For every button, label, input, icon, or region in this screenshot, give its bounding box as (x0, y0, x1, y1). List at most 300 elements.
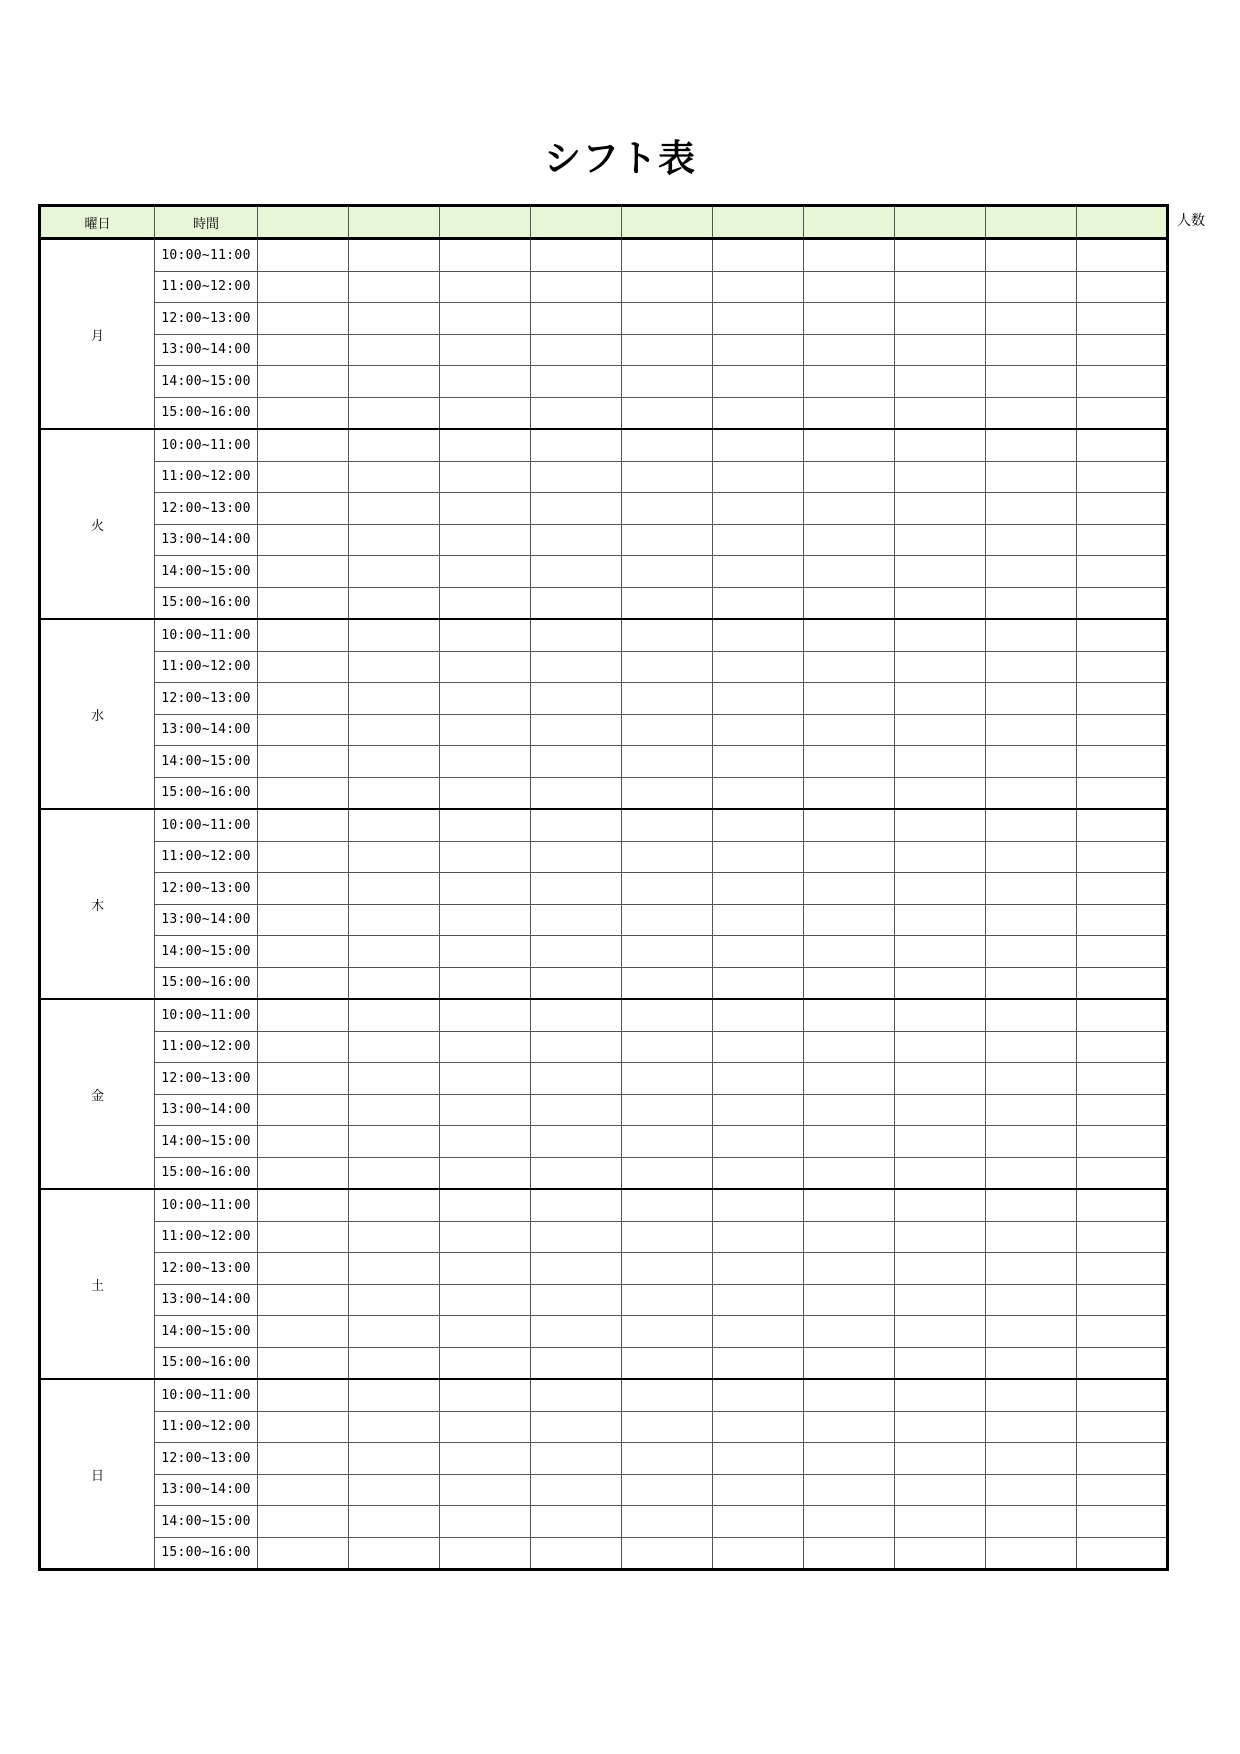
shift-cell[interactable] (440, 1253, 531, 1285)
shift-cell[interactable] (804, 366, 895, 398)
shift-cell[interactable] (349, 1537, 440, 1570)
shift-cell[interactable] (258, 429, 349, 461)
shift-cell[interactable] (1077, 1063, 1168, 1095)
shift-cell[interactable] (713, 777, 804, 809)
shift-cell[interactable] (349, 1316, 440, 1348)
shift-cell[interactable] (895, 809, 986, 841)
shift-cell[interactable] (440, 1094, 531, 1126)
shift-cell[interactable] (895, 746, 986, 778)
shift-cell[interactable] (1077, 587, 1168, 619)
shift-cell[interactable] (349, 714, 440, 746)
shift-cell[interactable] (1077, 936, 1168, 968)
shift-cell[interactable] (713, 1221, 804, 1253)
shift-cell[interactable] (895, 334, 986, 366)
shift-cell[interactable] (986, 1253, 1077, 1285)
staff-column-header[interactable] (349, 206, 440, 239)
shift-cell[interactable] (440, 1474, 531, 1506)
shift-cell[interactable] (622, 1094, 713, 1126)
shift-cell[interactable] (804, 1157, 895, 1189)
shift-cell[interactable] (804, 271, 895, 303)
shift-cell[interactable] (713, 619, 804, 651)
shift-cell[interactable] (804, 999, 895, 1031)
shift-cell[interactable] (895, 714, 986, 746)
shift-cell[interactable] (531, 556, 622, 588)
shift-cell[interactable] (622, 1031, 713, 1063)
shift-cell[interactable] (531, 1537, 622, 1570)
shift-cell[interactable] (1077, 303, 1168, 335)
shift-cell[interactable] (531, 1031, 622, 1063)
shift-cell[interactable] (713, 1506, 804, 1538)
shift-cell[interactable] (804, 936, 895, 968)
shift-cell[interactable] (349, 1284, 440, 1316)
shift-cell[interactable] (531, 1094, 622, 1126)
shift-cell[interactable] (986, 1031, 1077, 1063)
shift-cell[interactable] (622, 1063, 713, 1095)
shift-cell[interactable] (986, 967, 1077, 999)
shift-cell[interactable] (531, 967, 622, 999)
shift-cell[interactable] (986, 1347, 1077, 1379)
shift-cell[interactable] (1077, 493, 1168, 525)
shift-cell[interactable] (440, 651, 531, 683)
shift-cell[interactable] (713, 873, 804, 905)
shift-cell[interactable] (804, 651, 895, 683)
shift-cell[interactable] (531, 1189, 622, 1221)
shift-cell[interactable] (349, 556, 440, 588)
shift-cell[interactable] (349, 334, 440, 366)
shift-cell[interactable] (1077, 904, 1168, 936)
shift-cell[interactable] (531, 524, 622, 556)
shift-cell[interactable] (895, 493, 986, 525)
shift-cell[interactable] (531, 334, 622, 366)
shift-cell[interactable] (895, 1316, 986, 1348)
shift-cell[interactable] (895, 556, 986, 588)
shift-cell[interactable] (1077, 777, 1168, 809)
shift-cell[interactable] (440, 556, 531, 588)
shift-cell[interactable] (440, 1506, 531, 1538)
shift-cell[interactable] (531, 1284, 622, 1316)
shift-cell[interactable] (349, 397, 440, 429)
shift-cell[interactable] (1077, 461, 1168, 493)
shift-cell[interactable] (895, 1157, 986, 1189)
shift-cell[interactable] (622, 366, 713, 398)
shift-cell[interactable] (440, 1189, 531, 1221)
shift-cell[interactable] (986, 271, 1077, 303)
shift-cell[interactable] (895, 1284, 986, 1316)
shift-cell[interactable] (258, 524, 349, 556)
shift-cell[interactable] (895, 1443, 986, 1475)
shift-cell[interactable] (349, 239, 440, 272)
shift-cell[interactable] (895, 1411, 986, 1443)
shift-cell[interactable] (622, 683, 713, 715)
shift-cell[interactable] (713, 999, 804, 1031)
shift-cell[interactable] (531, 587, 622, 619)
shift-cell[interactable] (622, 493, 713, 525)
shift-cell[interactable] (986, 873, 1077, 905)
shift-cell[interactable] (986, 1443, 1077, 1475)
shift-cell[interactable] (622, 651, 713, 683)
shift-cell[interactable] (622, 936, 713, 968)
shift-cell[interactable] (804, 1126, 895, 1158)
shift-cell[interactable] (531, 1157, 622, 1189)
shift-cell[interactable] (895, 239, 986, 272)
shift-cell[interactable] (440, 714, 531, 746)
shift-cell[interactable] (258, 1347, 349, 1379)
shift-cell[interactable] (258, 619, 349, 651)
shift-cell[interactable] (622, 1189, 713, 1221)
shift-cell[interactable] (986, 334, 1077, 366)
shift-cell[interactable] (622, 904, 713, 936)
shift-cell[interactable] (895, 397, 986, 429)
shift-cell[interactable] (895, 683, 986, 715)
shift-cell[interactable] (258, 1253, 349, 1285)
shift-cell[interactable] (622, 746, 713, 778)
shift-cell[interactable] (804, 809, 895, 841)
staff-column-header[interactable] (713, 206, 804, 239)
shift-cell[interactable] (895, 461, 986, 493)
shift-cell[interactable] (804, 397, 895, 429)
shift-cell[interactable] (895, 587, 986, 619)
shift-cell[interactable] (1077, 1094, 1168, 1126)
shift-cell[interactable] (531, 1474, 622, 1506)
shift-cell[interactable] (258, 303, 349, 335)
shift-cell[interactable] (349, 1347, 440, 1379)
shift-cell[interactable] (349, 1031, 440, 1063)
shift-cell[interactable] (622, 1347, 713, 1379)
shift-cell[interactable] (895, 651, 986, 683)
shift-cell[interactable] (986, 1126, 1077, 1158)
shift-cell[interactable] (349, 303, 440, 335)
shift-cell[interactable] (440, 1221, 531, 1253)
shift-cell[interactable] (531, 777, 622, 809)
shift-cell[interactable] (531, 999, 622, 1031)
shift-cell[interactable] (804, 524, 895, 556)
shift-cell[interactable] (622, 556, 713, 588)
shift-cell[interactable] (531, 239, 622, 272)
shift-cell[interactable] (804, 556, 895, 588)
shift-cell[interactable] (349, 1474, 440, 1506)
shift-cell[interactable] (713, 1031, 804, 1063)
shift-cell[interactable] (1077, 999, 1168, 1031)
shift-cell[interactable] (986, 1157, 1077, 1189)
staff-column-header[interactable] (531, 206, 622, 239)
staff-column-header[interactable] (1077, 206, 1168, 239)
shift-cell[interactable] (440, 587, 531, 619)
shift-cell[interactable] (531, 1253, 622, 1285)
shift-cell[interactable] (440, 1316, 531, 1348)
shift-cell[interactable] (622, 714, 713, 746)
shift-cell[interactable] (622, 587, 713, 619)
shift-cell[interactable] (349, 524, 440, 556)
shift-cell[interactable] (622, 1506, 713, 1538)
shift-cell[interactable] (349, 429, 440, 461)
shift-cell[interactable] (531, 683, 622, 715)
shift-cell[interactable] (713, 967, 804, 999)
shift-cell[interactable] (804, 714, 895, 746)
shift-cell[interactable] (804, 1411, 895, 1443)
shift-cell[interactable] (349, 809, 440, 841)
shift-cell[interactable] (1077, 619, 1168, 651)
shift-cell[interactable] (1077, 1031, 1168, 1063)
shift-cell[interactable] (440, 841, 531, 873)
shift-cell[interactable] (440, 461, 531, 493)
shift-cell[interactable] (804, 1221, 895, 1253)
shift-cell[interactable] (986, 809, 1077, 841)
shift-cell[interactable] (440, 777, 531, 809)
shift-cell[interactable] (1077, 1253, 1168, 1285)
shift-cell[interactable] (713, 461, 804, 493)
shift-cell[interactable] (713, 493, 804, 525)
shift-cell[interactable] (713, 1347, 804, 1379)
shift-cell[interactable] (258, 1094, 349, 1126)
shift-cell[interactable] (895, 1379, 986, 1411)
shift-cell[interactable] (622, 1411, 713, 1443)
shift-cell[interactable] (622, 1474, 713, 1506)
shift-cell[interactable] (258, 809, 349, 841)
shift-cell[interactable] (804, 334, 895, 366)
shift-cell[interactable] (1077, 1157, 1168, 1189)
shift-cell[interactable] (713, 714, 804, 746)
shift-cell[interactable] (622, 1126, 713, 1158)
shift-cell[interactable] (804, 1443, 895, 1475)
shift-cell[interactable] (531, 1411, 622, 1443)
shift-cell[interactable] (804, 1347, 895, 1379)
shift-cell[interactable] (895, 366, 986, 398)
shift-cell[interactable] (440, 1126, 531, 1158)
shift-cell[interactable] (804, 1316, 895, 1348)
shift-cell[interactable] (349, 1253, 440, 1285)
shift-cell[interactable] (895, 873, 986, 905)
shift-cell[interactable] (440, 1443, 531, 1475)
shift-cell[interactable] (440, 1411, 531, 1443)
shift-cell[interactable] (1077, 334, 1168, 366)
shift-cell[interactable] (804, 1063, 895, 1095)
shift-cell[interactable] (531, 1347, 622, 1379)
shift-cell[interactable] (440, 683, 531, 715)
shift-cell[interactable] (531, 493, 622, 525)
shift-cell[interactable] (622, 999, 713, 1031)
shift-cell[interactable] (1077, 1506, 1168, 1538)
shift-cell[interactable] (349, 777, 440, 809)
shift-cell[interactable] (258, 1221, 349, 1253)
shift-cell[interactable] (804, 873, 895, 905)
shift-cell[interactable] (713, 239, 804, 272)
shift-cell[interactable] (713, 841, 804, 873)
shift-cell[interactable] (622, 429, 713, 461)
shift-cell[interactable] (1077, 714, 1168, 746)
shift-cell[interactable] (1077, 1443, 1168, 1475)
shift-cell[interactable] (804, 904, 895, 936)
shift-cell[interactable] (804, 587, 895, 619)
shift-cell[interactable] (349, 1443, 440, 1475)
shift-cell[interactable] (986, 936, 1077, 968)
shift-cell[interactable] (622, 239, 713, 272)
shift-cell[interactable] (713, 334, 804, 366)
shift-cell[interactable] (804, 683, 895, 715)
shift-cell[interactable] (713, 936, 804, 968)
shift-cell[interactable] (1077, 683, 1168, 715)
shift-cell[interactable] (349, 967, 440, 999)
shift-cell[interactable] (713, 1063, 804, 1095)
shift-cell[interactable] (258, 397, 349, 429)
shift-cell[interactable] (986, 366, 1077, 398)
shift-cell[interactable] (895, 1094, 986, 1126)
shift-cell[interactable] (1077, 397, 1168, 429)
shift-cell[interactable] (895, 1253, 986, 1285)
shift-cell[interactable] (258, 651, 349, 683)
shift-cell[interactable] (986, 1411, 1077, 1443)
shift-cell[interactable] (713, 1157, 804, 1189)
shift-cell[interactable] (713, 809, 804, 841)
shift-cell[interactable] (622, 461, 713, 493)
shift-cell[interactable] (258, 1537, 349, 1570)
shift-cell[interactable] (986, 746, 1077, 778)
shift-cell[interactable] (895, 999, 986, 1031)
shift-cell[interactable] (895, 1347, 986, 1379)
shift-cell[interactable] (986, 1474, 1077, 1506)
shift-cell[interactable] (622, 334, 713, 366)
shift-cell[interactable] (258, 1411, 349, 1443)
shift-cell[interactable] (258, 1316, 349, 1348)
shift-cell[interactable] (1077, 429, 1168, 461)
shift-cell[interactable] (440, 493, 531, 525)
shift-cell[interactable] (622, 1537, 713, 1570)
shift-cell[interactable] (531, 461, 622, 493)
shift-cell[interactable] (258, 714, 349, 746)
shift-cell[interactable] (349, 493, 440, 525)
shift-cell[interactable] (622, 1316, 713, 1348)
shift-cell[interactable] (804, 1506, 895, 1538)
shift-cell[interactable] (804, 1031, 895, 1063)
shift-cell[interactable] (531, 397, 622, 429)
shift-cell[interactable] (986, 651, 1077, 683)
shift-cell[interactable] (349, 904, 440, 936)
shift-cell[interactable] (531, 366, 622, 398)
shift-cell[interactable] (1077, 1189, 1168, 1221)
staff-column-header[interactable] (895, 206, 986, 239)
shift-cell[interactable] (986, 1094, 1077, 1126)
shift-cell[interactable] (713, 651, 804, 683)
shift-cell[interactable] (440, 1284, 531, 1316)
shift-cell[interactable] (713, 1443, 804, 1475)
shift-cell[interactable] (895, 1221, 986, 1253)
shift-cell[interactable] (1077, 809, 1168, 841)
shift-cell[interactable] (713, 683, 804, 715)
shift-cell[interactable] (258, 461, 349, 493)
shift-cell[interactable] (258, 967, 349, 999)
shift-cell[interactable] (804, 493, 895, 525)
shift-cell[interactable] (440, 809, 531, 841)
shift-cell[interactable] (531, 303, 622, 335)
shift-cell[interactable] (531, 746, 622, 778)
shift-cell[interactable] (895, 303, 986, 335)
shift-cell[interactable] (349, 746, 440, 778)
shift-cell[interactable] (440, 334, 531, 366)
shift-cell[interactable] (804, 746, 895, 778)
shift-cell[interactable] (713, 271, 804, 303)
shift-cell[interactable] (713, 1094, 804, 1126)
shift-cell[interactable] (531, 1379, 622, 1411)
shift-cell[interactable] (622, 809, 713, 841)
shift-cell[interactable] (622, 1379, 713, 1411)
shift-cell[interactable] (1077, 1284, 1168, 1316)
shift-cell[interactable] (531, 651, 622, 683)
shift-cell[interactable] (258, 271, 349, 303)
shift-cell[interactable] (531, 429, 622, 461)
shift-cell[interactable] (1077, 1126, 1168, 1158)
shift-cell[interactable] (349, 1506, 440, 1538)
shift-cell[interactable] (1077, 1347, 1168, 1379)
shift-cell[interactable] (804, 1537, 895, 1570)
shift-cell[interactable] (349, 936, 440, 968)
shift-cell[interactable] (531, 619, 622, 651)
shift-cell[interactable] (986, 397, 1077, 429)
shift-cell[interactable] (531, 1316, 622, 1348)
shift-cell[interactable] (440, 429, 531, 461)
shift-cell[interactable] (895, 1031, 986, 1063)
shift-cell[interactable] (258, 1474, 349, 1506)
shift-cell[interactable] (804, 777, 895, 809)
shift-cell[interactable] (440, 1031, 531, 1063)
shift-cell[interactable] (258, 556, 349, 588)
shift-cell[interactable] (531, 1126, 622, 1158)
shift-cell[interactable] (986, 714, 1077, 746)
shift-cell[interactable] (1077, 1474, 1168, 1506)
shift-cell[interactable] (986, 999, 1077, 1031)
shift-cell[interactable] (622, 873, 713, 905)
shift-cell[interactable] (986, 1221, 1077, 1253)
shift-cell[interactable] (986, 1379, 1077, 1411)
shift-cell[interactable] (622, 397, 713, 429)
shift-cell[interactable] (349, 841, 440, 873)
shift-cell[interactable] (713, 524, 804, 556)
shift-cell[interactable] (349, 999, 440, 1031)
shift-cell[interactable] (804, 1379, 895, 1411)
shift-cell[interactable] (895, 841, 986, 873)
shift-cell[interactable] (804, 1474, 895, 1506)
shift-cell[interactable] (258, 873, 349, 905)
shift-cell[interactable] (622, 524, 713, 556)
shift-cell[interactable] (258, 587, 349, 619)
shift-cell[interactable] (440, 936, 531, 968)
shift-cell[interactable] (349, 366, 440, 398)
shift-cell[interactable] (986, 493, 1077, 525)
shift-cell[interactable] (531, 1443, 622, 1475)
shift-cell[interactable] (1077, 1221, 1168, 1253)
shift-cell[interactable] (349, 619, 440, 651)
shift-cell[interactable] (258, 841, 349, 873)
shift-cell[interactable] (258, 493, 349, 525)
shift-cell[interactable] (622, 777, 713, 809)
shift-cell[interactable] (531, 904, 622, 936)
shift-cell[interactable] (349, 1094, 440, 1126)
shift-cell[interactable] (349, 683, 440, 715)
shift-cell[interactable] (349, 873, 440, 905)
shift-cell[interactable] (349, 1126, 440, 1158)
shift-cell[interactable] (258, 239, 349, 272)
shift-cell[interactable] (440, 1157, 531, 1189)
shift-cell[interactable] (713, 1284, 804, 1316)
shift-cell[interactable] (986, 1506, 1077, 1538)
shift-cell[interactable] (895, 936, 986, 968)
shift-cell[interactable] (440, 619, 531, 651)
shift-cell[interactable] (804, 967, 895, 999)
shift-cell[interactable] (895, 429, 986, 461)
shift-cell[interactable] (258, 777, 349, 809)
shift-cell[interactable] (440, 1379, 531, 1411)
shift-cell[interactable] (1077, 524, 1168, 556)
shift-cell[interactable] (258, 999, 349, 1031)
shift-cell[interactable] (440, 967, 531, 999)
